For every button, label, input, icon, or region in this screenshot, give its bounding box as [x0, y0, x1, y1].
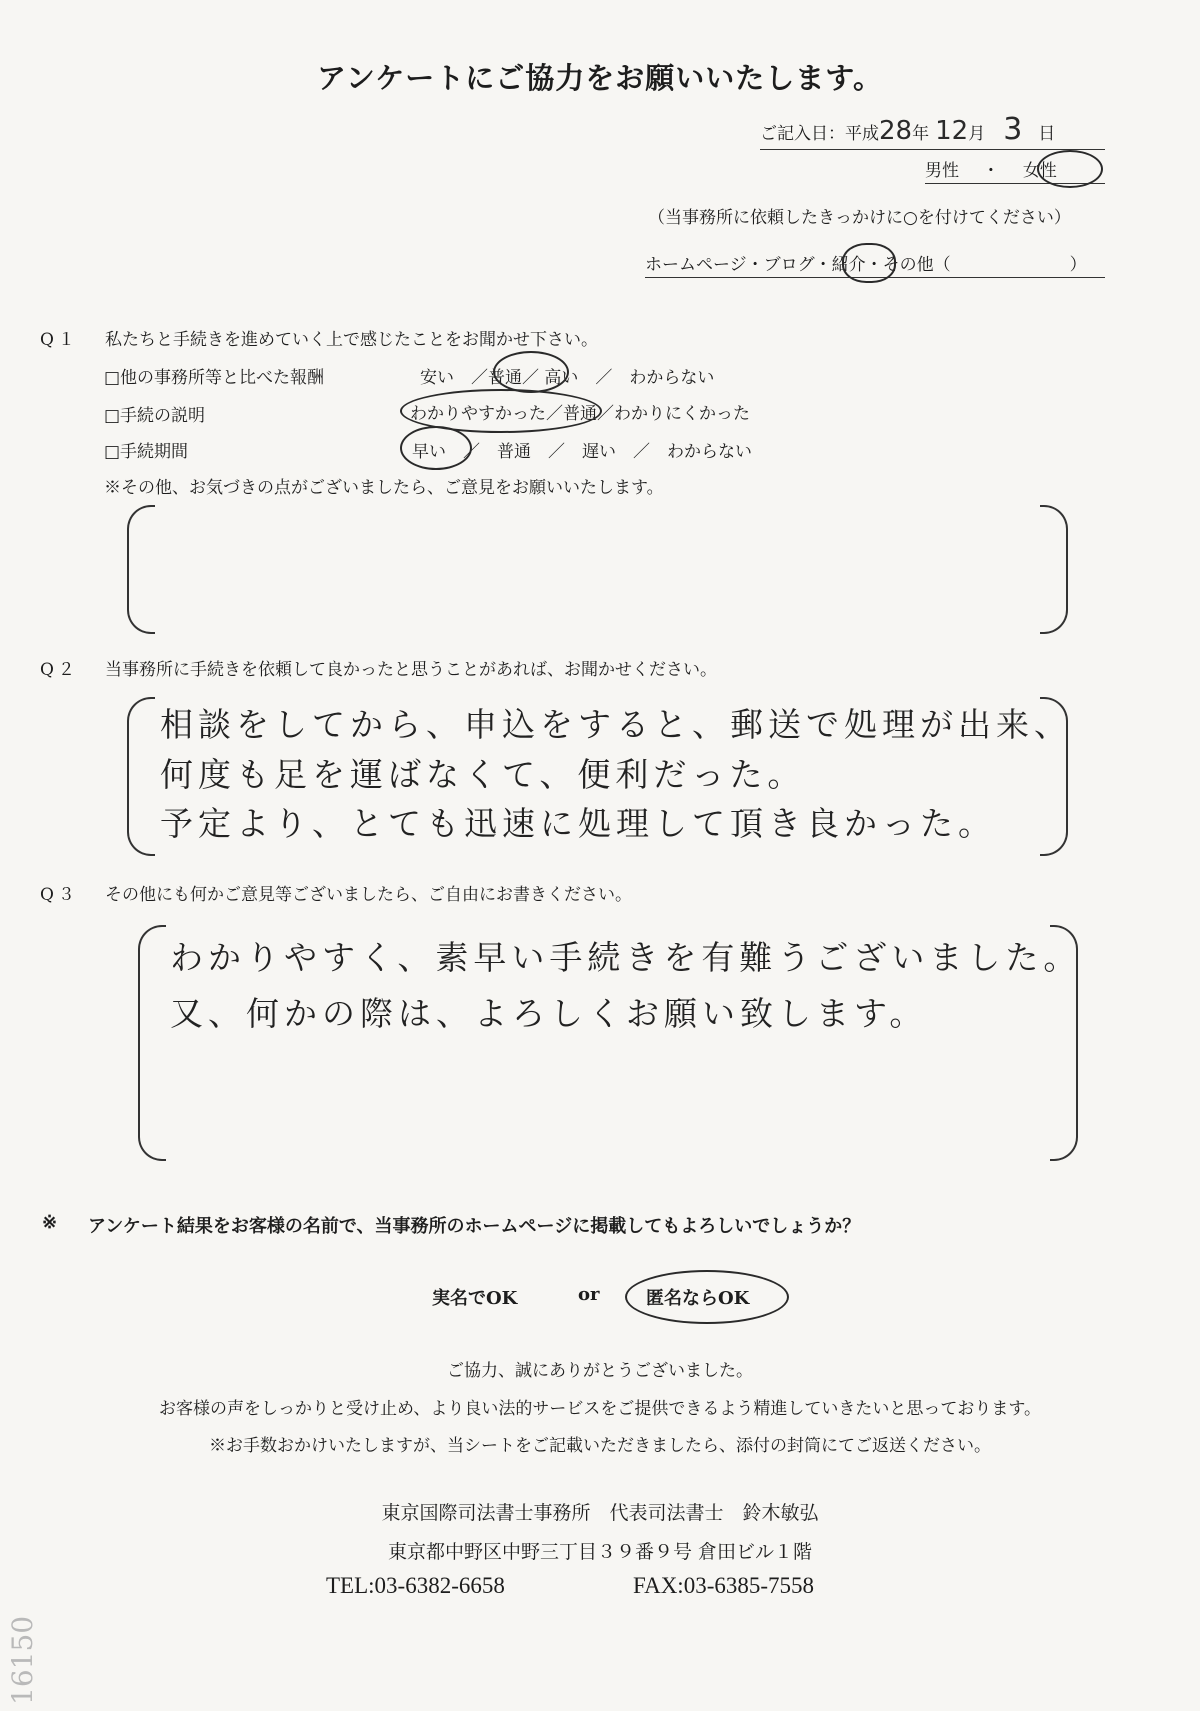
- gender-separator: ・: [982, 161, 1000, 181]
- date-line: [760, 112, 1105, 150]
- date-month-unit: 月: [968, 124, 986, 144]
- publish-circle-mark: [625, 1270, 789, 1324]
- gender-male: 男性: [925, 161, 959, 181]
- q1-row-explanation-label: □手続の説明: [104, 406, 206, 426]
- date-year-unit: 年: [912, 124, 930, 144]
- q1-note: ※その他、お気づきの点がございましたら、ご意見をお願いいたします。: [104, 478, 664, 498]
- fax-number-mark: 16150: [6, 1615, 39, 1705]
- q1-answer-bracket-right: [1040, 505, 1068, 634]
- q1-row-period-options: 早い ／ 普通 ／ 遅い ／ わからない: [412, 442, 752, 462]
- office-fax: FAX:03-6385-7558: [633, 1573, 815, 1598]
- thanks-text: ご協力、誠にありがとうございました。: [447, 1361, 753, 1381]
- date-year: 28: [879, 116, 913, 146]
- q1-fee-circle-mark: [493, 351, 569, 393]
- q1-row-period-label: □手続期間: [104, 442, 189, 462]
- q1-row-fee-options: 安い ／普通／ 高い ／ わからない: [420, 368, 715, 388]
- q1-row-explanation-options: わかりやすかった／普通／わかりにくかった: [410, 404, 750, 424]
- date-month: 12: [935, 116, 969, 146]
- q3-number: Q３: [40, 885, 79, 905]
- trigger-note: （当事務所に依頼したきっかけに○を付けてください）: [648, 208, 1071, 228]
- q3-answer-line: わかりやすく、素早い手続きを有難うございました。: [170, 938, 1082, 977]
- office-tel: TEL:03-6382-6658: [326, 1573, 505, 1598]
- trigger-options: ホームページ・ブログ・紹介・その他（ ）: [645, 250, 1105, 278]
- q3-answer: [170, 930, 1081, 1042]
- q1-question: 私たちと手続きを進めていく上で感じたことをお聞かせ下さい。: [105, 330, 598, 350]
- date-label: ご記入日：平成: [760, 124, 879, 144]
- q3-question: その他にも何かご意見等ございましたら、ご自由にお書きください。: [105, 885, 632, 905]
- date-day: 3: [1003, 112, 1023, 147]
- office-name: 東京国際司法書士事務所 代表司法書士 鈴木敏弘: [381, 1502, 819, 1524]
- q2-question: 当事務所に手続きを依頼して良かったと思うことがあれば、お聞かせください。: [105, 660, 717, 680]
- page-title: アンケートにご協力をお願いいたします。: [317, 61, 883, 95]
- q1-number: Q１: [40, 330, 79, 350]
- publish-mark: ※: [42, 1212, 58, 1233]
- q1-period-circle-mark: [400, 426, 472, 470]
- q2-answer-line: 何度も足を運ばなくて、便利だった。: [160, 754, 806, 794]
- date-day-unit: 日: [1038, 124, 1056, 144]
- q2-answer-line: 相談をしてから、申込をすると、郵送で処理が出来、: [160, 705, 1072, 744]
- trigger-circle-mark: [842, 243, 896, 283]
- q1-row-fee-label: □他の事務所等と比べた報酬: [104, 368, 325, 388]
- q2-number: Q２: [40, 660, 79, 680]
- return-note: ※お手数おかけいたしますが、当シートをご記載いただきましたら、添付の封筒にてご返送ください。: [209, 1436, 991, 1456]
- q3-answer-line: 又、何かの際は、よろしくお願い致します。: [170, 994, 928, 1034]
- q3-answer-bracket-left: [138, 925, 166, 1161]
- q2-answer-line: 予定より、とても迅速に処理して頂き良かった。: [160, 804, 996, 843]
- q2-answer: [160, 700, 1072, 849]
- publish-question: アンケート結果をお客様の名前で、当事務所のホームページに掲載してもよろしいでしょうか？: [88, 1216, 861, 1237]
- office-address: 東京都中野区中野三丁目３９番９号 倉田ビル１階: [387, 1541, 813, 1563]
- q2-answer-bracket-left: [127, 697, 155, 856]
- option-or: or: [578, 1284, 600, 1305]
- gender-circle-mark: [1037, 150, 1103, 188]
- option-real-name: 実名でOK: [432, 1288, 518, 1309]
- option-anonymous: 匿名ならOK: [646, 1288, 750, 1309]
- q1-answer-bracket-left: [127, 505, 155, 634]
- gender-female: 女性: [1022, 161, 1057, 181]
- message-text: お客様の声をしっかりと受け止め、より良い法的サービスをご提供できるよう精進していきたいと思っております。: [159, 1399, 1041, 1419]
